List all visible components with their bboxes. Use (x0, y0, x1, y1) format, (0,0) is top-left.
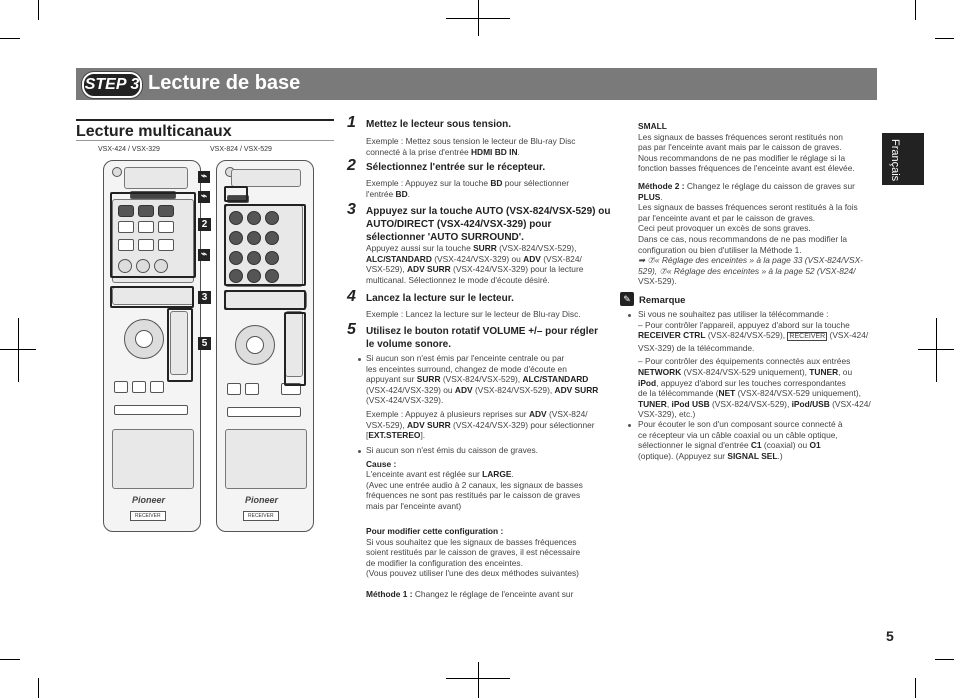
pioneer-logo: Pioneer (245, 495, 279, 505)
bullet-text: Si aucun son n'est émis du caisson de graves. Cause : L'enceinte avant est réglée sur LARGE. (Avec une entrée audio à 2 canaux, les signaux de basses fréquences ne sont pas restitués par le caisson de graves mais par l'enceinte avant) (366, 445, 583, 511)
enter-button (246, 336, 264, 354)
step-title: Utilisez le bouton rotatif VOLUME +/– pour régler le volume sonore. (366, 326, 598, 350)
crop-mark (935, 659, 954, 660)
bullet (628, 314, 631, 317)
step-number: 1 (347, 114, 356, 131)
crop-mark (38, 678, 39, 698)
highlight-box (167, 308, 193, 382)
step-body: Appuyez aussi sur la touche SURR (VSX-824/VSX-529), ALC/STANDARD (VSX-424/VSX-329) ou ADV (VSX-824/ VSX-529), ADV SURR (VSX-424/VSX-329) pour la lecture multicanal. Sélectionnez le mode d'écoute désiré. (366, 243, 584, 285)
step-title: Mettez le lecteur sous tension. (366, 119, 512, 130)
source-panel (231, 169, 301, 187)
modify-section: Pour modifier cette configuration : Si vous souhaitez que les signaux de basses fréquences soient restitués par le caisson de graves, il est nécessaire de modifier la configuration des enceintes. (Vous pouvez utiliser l'une des deux méthodes suivantes) Méthode 1 : Changez le réglage de l'enceinte avant sur (366, 526, 581, 599)
highlight-box (224, 204, 306, 286)
method-text: SMALL Les signaux de basses fréquences seront restitués non pas par l'enceinte avant mais par le caisson de graves. Nous recommandons de ne pas modifier le réglage si la fonction basses fréquences de l'enceinte avant est élevée. Méthode 2 : Changez le réglage du caisson de graves sur PLUS. Les signaux de basses fréquences seront restitués à la fois par l'enceinte avant et par le caisson de graves. Ceci peut provoquer un excès de sons graves. Dans ce cas, nous recommandons de ne pas modifier la configuration ou bien d'utiliser la Méthode 1. ➡ ⑦« Réglage des enceintes » à la page 33 (VSX-824/VSX- 529), ⑦« Réglage des enceintes » à la page 52 (VSX-824/ VSX-529). (638, 121, 863, 287)
step-badge: STEP 3 (82, 72, 142, 98)
page-title: Lecture de base (148, 72, 301, 94)
highlight-box (284, 312, 306, 386)
callout-icon: ⌁ (198, 171, 210, 183)
highlight-box (224, 290, 306, 310)
bullet (628, 424, 631, 427)
crop-mark (915, 0, 916, 20)
receiver-button: RECEIVER (130, 511, 166, 521)
callout-icon: ⌁ (198, 249, 210, 261)
language-tab (882, 133, 924, 185)
power-button (112, 167, 122, 177)
bullet (358, 358, 361, 361)
remark-icon: ✎ (620, 292, 634, 306)
crop-mark (935, 38, 954, 39)
remote-right-label: VSX-824 / VSX-529 (210, 146, 272, 153)
crop-mark (18, 318, 19, 382)
crop-mark (478, 0, 479, 36)
source-panel (124, 167, 188, 189)
step-title: Sélectionnez l'entrée sur le récepteur. (366, 162, 546, 173)
step-example: Exemple : Mettez sous tension le lecteur de Blu-ray Disc connecté à la prise d'entrée HDMI BD IN. (366, 136, 576, 157)
step-number: 4 (347, 288, 356, 305)
crop-mark (915, 678, 916, 698)
step-title: Appuyez sur la touche AUTO (VSX-824/VSX-529) ou AUTO/DIRECT (VSX-424/VSX-329) pour sélectionner 'AUTO SURROUND'. (366, 206, 611, 243)
playback-button (132, 381, 146, 393)
highlight-box (224, 186, 248, 202)
section-rule (76, 119, 334, 121)
callout-icon: ⌁ (198, 191, 210, 203)
page-number: 5 (886, 628, 894, 644)
callout-number: 5 (198, 337, 211, 350)
remark-title: Remarque (639, 295, 686, 306)
header-bar (76, 68, 877, 100)
playback-button (114, 381, 128, 393)
bullet (358, 450, 361, 453)
playback-button (114, 405, 188, 415)
step-example: Exemple : Lancez la lecture sur le lecteur de Blu-ray Disc. (366, 309, 581, 319)
playback-button (227, 407, 301, 417)
crop-mark (478, 662, 479, 698)
crop-mark (38, 0, 39, 20)
playback-button (227, 383, 241, 395)
step-example: Exemple : Appuyez sur la touche BD pour sélectionner l'entrée BD. (366, 178, 569, 199)
receiver-button: RECEIVER (243, 511, 279, 521)
bullet-text: Si aucun son n'est émis par l'enceinte centrale ou par les enceintes surround, changez de mode d'écoute en appuyant sur SURR (VSX-824/VSX-529), ALC/STANDARD (VSX-424/VSX-329) ou ADV (VSX-824/VSX-529), ADV SURR (VSX-424/VSX-329). Exemple : Appuyez à plusieurs reprises sur ADV (VSX-824/ VSX-529), ADV SURR (VSX-424/VSX-329) pour sélectionner [EXT.STEREO]. (366, 353, 599, 441)
section-title: Lecture multicanaux (76, 123, 232, 140)
step-title: Lancez la lecture sur le lecteur. (366, 293, 514, 304)
step-number: 3 (347, 201, 356, 218)
crop-mark (0, 659, 20, 660)
crop-mark (936, 318, 937, 382)
highlight-box (110, 192, 196, 278)
function-buttons (225, 429, 307, 489)
callout-number: 3 (198, 291, 211, 304)
playback-button (150, 381, 164, 393)
remark-text: Pour écouter le son d'un composant source connecté à ce récepteur via un câble coaxial ou un câble optique, sélectionner le signal d'entrée C1 (coaxial) ou O1 (optique). (Appuyez sur SIGNAL SEL.) (638, 419, 843, 461)
step-number: 5 (347, 321, 356, 338)
remark-text: Si vous ne souhaitez pas utiliser la télécommande : – Pour contrôler l'appareil, appuyez d'abord sur la touche RECEIVER CTRL (VSX-824/VSX-529), RECEIVER (VSX-424/ VSX-329) de la télécommande. – Pour contrôler des équipements connectés aux entrées NETWORK (VSX-824/VSX-529 uniquement), TUNER, ou iPod, appuyez d'abord sur les touches correspondantes de la télécommande (NET (VSX-824/VSX-529 uniquement), TUNER, iPod USB (VSX-824/VSX-529), iPod/USB (VSX-424/ VSX-329), etc.) (638, 309, 871, 420)
number-pad (112, 429, 194, 489)
remote-left-label: VSX-424 / VSX-329 (98, 146, 160, 153)
highlight-box (110, 286, 194, 308)
section-rule (76, 140, 334, 141)
enter-button (135, 330, 153, 348)
callout-number: 2 (198, 218, 211, 231)
language-label: Français (889, 139, 901, 182)
playback-button (245, 383, 259, 395)
step-number: 2 (347, 157, 356, 174)
crop-mark (0, 38, 20, 39)
pioneer-logo: Pioneer (132, 495, 166, 505)
